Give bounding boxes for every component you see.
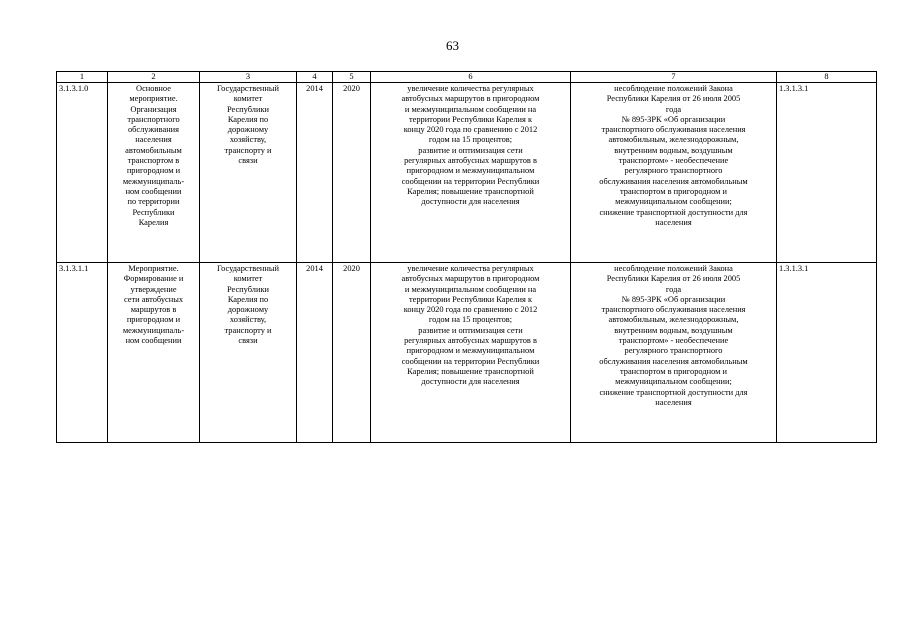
row-end-year: 2020 [333, 83, 371, 263]
row-code: 3.1.3.1.1 [57, 263, 108, 443]
row-indicator: 1.3.1.3.1 [777, 263, 877, 443]
header-cell-1: 1 [57, 72, 108, 83]
header-cell-4: 4 [297, 72, 333, 83]
header-cell-2: 2 [108, 72, 200, 83]
row-start-year: 2014 [297, 263, 333, 443]
header-cell-3: 3 [200, 72, 297, 83]
row-consequences: несоблюдение положений Закона Республики Карелия от 26 июля 2005 года № 895-ЗРК «Об организации транспортного обслуживания населения автомобильным, железнодорожным, внутренним водным, воздушным транспортом» - необеспечение регулярного транспортного обслуживания населения автомобильным транспортом в пригородном и межмуниципальном сообщении; снижение транспортной доступности для населения [571, 83, 777, 263]
row-consequences: несоблюдение положений Закона Республики Карелия от 26 июля 2005 года № 895-ЗРК «Об организации транспортного обслуживания населения автомобильным, железнодорожным, внутренним водным, воздушным транспортом» - необеспечение регулярного транспортного обслуживания населения автомобильным транспортом в пригородном и межмуниципальном сообщении; снижение транспортной доступности для населения [571, 263, 777, 443]
program-table [56, 71, 877, 443]
header-cell-8: 8 [777, 72, 877, 83]
table-row [57, 83, 877, 263]
row-indicator: 1.3.1.3.1 [777, 83, 877, 263]
header-cell-5: 5 [333, 72, 371, 83]
row-code: 3.1.3.1.0 [57, 83, 108, 263]
row-expected-result: увеличение количества регулярных автобусных маршрутов в пригородном и межмуниципальном сообщении на территории Республики Карелия к концу 2020 года по сравнению с 2012 годом на 15 процентов; развитие и оптимизация сети регулярных автобусных маршрутов в пригородном и межмуниципальном сообщении на территории Республики Карелия; повышение транспортной доступности для населения [371, 83, 571, 263]
header-row [57, 72, 877, 83]
row-executor: Государственный комитет Республики Карелия по дорожному хозяйству, транспорту и связи [200, 263, 297, 443]
page-number: 63 [446, 38, 459, 53]
row-executor: Государственный комитет Республики Карелия по дорожному хозяйству, транспорту и связи [200, 83, 297, 263]
row-activity-name: Основное мероприятие. Организация транспортного обслуживания населения автомобильным транспортом в пригородном и межмуниципаль- ном сообщении по территории Республики Карелия [108, 83, 200, 263]
header-cell-6: 6 [371, 72, 571, 83]
row-expected-result: увеличение количества регулярных автобусных маршрутов в пригородном и межмуниципальном сообщении на территории Республики Карелия к концу 2020 года по сравнению с 2012 годом на 15 процентов; развитие и оптимизация сети регулярных автобусных маршрутов в пригородном и межмуниципальном сообщении на территории Республики Карелия; повышение транспортной доступности для населения [371, 263, 571, 443]
row-activity-name: Мероприятие. Формирование и утверждение сети автобусных маршрутов в пригородном и межмуниципаль- ном сообщении [108, 263, 200, 443]
row-start-year: 2014 [297, 83, 333, 263]
header-cell-7: 7 [571, 72, 777, 83]
row-end-year: 2020 [333, 263, 371, 443]
table-row [57, 263, 877, 443]
